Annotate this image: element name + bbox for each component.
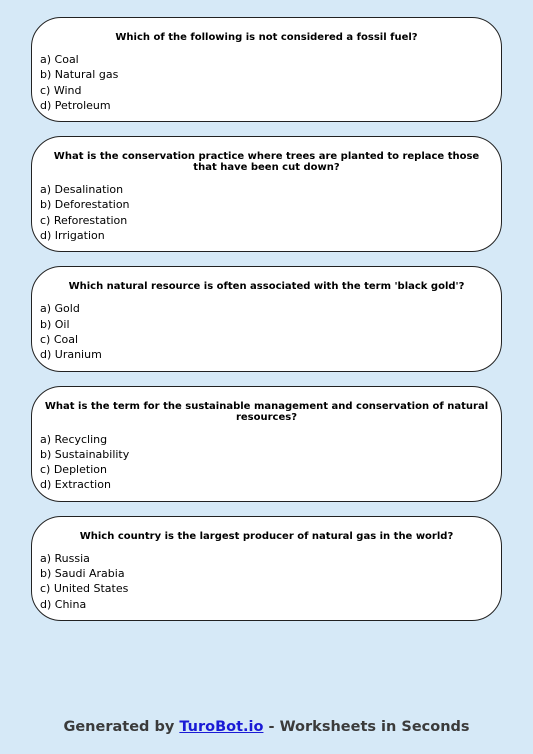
option-a: a) Coal: [40, 53, 79, 66]
question-card-4: [31, 386, 502, 502]
question-text: Which of the following is not considered a fossil fuel?: [115, 32, 418, 43]
footer-suffix: - Worksheets in Seconds: [263, 719, 470, 735]
option-b: b) Sustainability: [40, 447, 130, 461]
option-a: a) Desalination: [40, 183, 124, 197]
footer: [0, 719, 533, 735]
option-a: a) Gold: [40, 302, 80, 316]
question-card-3: [31, 266, 502, 371]
question-text: What is the term for the sustainable management and conservation of natural resources?: [44, 400, 489, 423]
worksheet: [31, 17, 502, 635]
question-text: Which country is the largest producer of natural gas in the world?: [79, 530, 454, 542]
option-d: d) Extraction: [40, 478, 111, 492]
question-text: What is the conservation practice where trees are planted to replace those that have been cut down?: [53, 151, 480, 174]
option-b: b) Saudi Arabia: [40, 567, 125, 581]
option-c: c) Depletion: [40, 463, 107, 477]
option-list: [40, 301, 493, 362]
option-d: d) Irrigation: [40, 229, 105, 243]
option-c: c) Reforestation: [40, 213, 128, 227]
option-a: a) Recycling: [40, 432, 108, 446]
option-c: c) Coal: [40, 332, 79, 346]
question-card-2: [31, 136, 502, 252]
option-b: b) Oil: [40, 317, 70, 331]
option-b: b) Natural gas: [40, 68, 119, 82]
question-card-5: [31, 516, 502, 621]
option-c: c) United States: [40, 582, 129, 596]
option-list: [40, 52, 493, 113]
footer-prefix: Generated by: [63, 719, 180, 735]
option-list: [40, 182, 493, 243]
option-a: a) Russia: [40, 551, 90, 565]
question-card-1: [31, 17, 502, 122]
option-list: [40, 432, 493, 493]
option-c: c) Wind: [40, 83, 82, 97]
option-d: d) China: [40, 597, 87, 611]
option-d: d) Uranium: [40, 348, 102, 362]
turobot-link[interactable]: TuroBot.io: [179, 719, 264, 735]
option-d: d) Petroleum: [40, 98, 111, 112]
option-list: [40, 551, 493, 612]
question-text: Which natural resource is often associated with the term 'black gold'?: [68, 281, 465, 293]
option-b: b) Deforestation: [40, 198, 130, 212]
